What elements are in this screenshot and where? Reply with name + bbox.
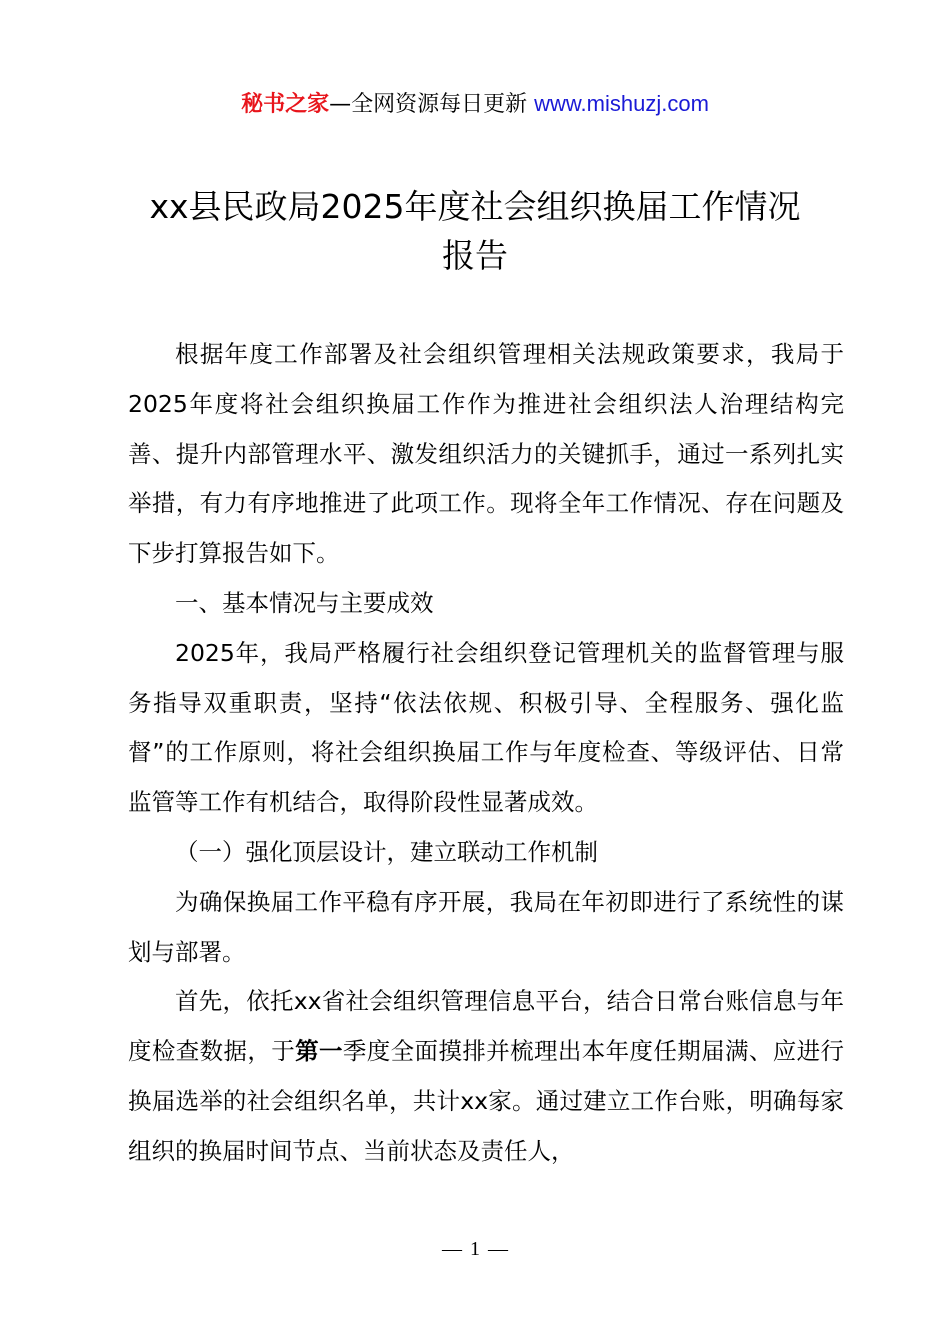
header-tagline: —全网资源每日更新	[329, 92, 535, 117]
firstly-paragraph	[128, 977, 844, 1176]
subsection-1-paragraph: 为确保换届工作平稳有序开展，我局在年初即进行了系统性的谋划与部署。	[128, 887, 844, 966]
document-body	[128, 330, 844, 1177]
subsection-1-heading: （一）强化顶层设计，建立联动工作机制	[175, 837, 598, 866]
page-footer	[0, 1238, 950, 1261]
document-title-line-1: xx县民政局2025年度社会组织换届工作情况	[149, 187, 801, 226]
site-url-link[interactable]: www.mishuzj.com	[534, 91, 709, 116]
brand-name: 秘书之家	[241, 92, 330, 117]
page-number: 1	[470, 1238, 480, 1260]
document-title-line-2: 报告	[442, 236, 508, 275]
footer-dash-right: —	[488, 1238, 508, 1260]
intro-paragraph: 根据年度工作部署及社会组织管理相关法规政策要求，我局于2025年度将社会组织换届工作作为推进社会组织法人治理结构完善、提升内部管理水平、激发组织活力的关键抓手，通过一系列扎实举措，有力有序地推进了此项工作。现将全年工作情况、存在问题及下步打算报告如下。	[128, 340, 844, 568]
firstly-text-start: 首先，依托xx省社会组织管理信息平台，结合日常台账信息与年度检查数据，于	[128, 987, 844, 1066]
section-1-heading: 一、基本情况与主要成效	[175, 588, 434, 617]
firstly-bold-text: 第一	[295, 1037, 343, 1066]
firstly-text-end: 季度全面摸排并梳理出本年度任期届满、应进行换届选举的社会组织名单，共计xx家。通过建立工作台账，明确每家组织的换届时间节点、当前状态及责任人，	[128, 1037, 845, 1165]
document-title	[100, 182, 850, 280]
section-1-paragraph: 2025年，我局严格履行社会组织登记管理机关的监督管理与服务指导双重职责，坚持“依法依规、积极引导、全程服务、强化监督”的工作原则，将社会组织换届工作与年度检查、等级评估、日常监管等工作有机结合，取得阶段性显著成效。	[128, 638, 844, 817]
site-header	[0, 86, 950, 123]
footer-dash-left: —	[442, 1238, 462, 1260]
